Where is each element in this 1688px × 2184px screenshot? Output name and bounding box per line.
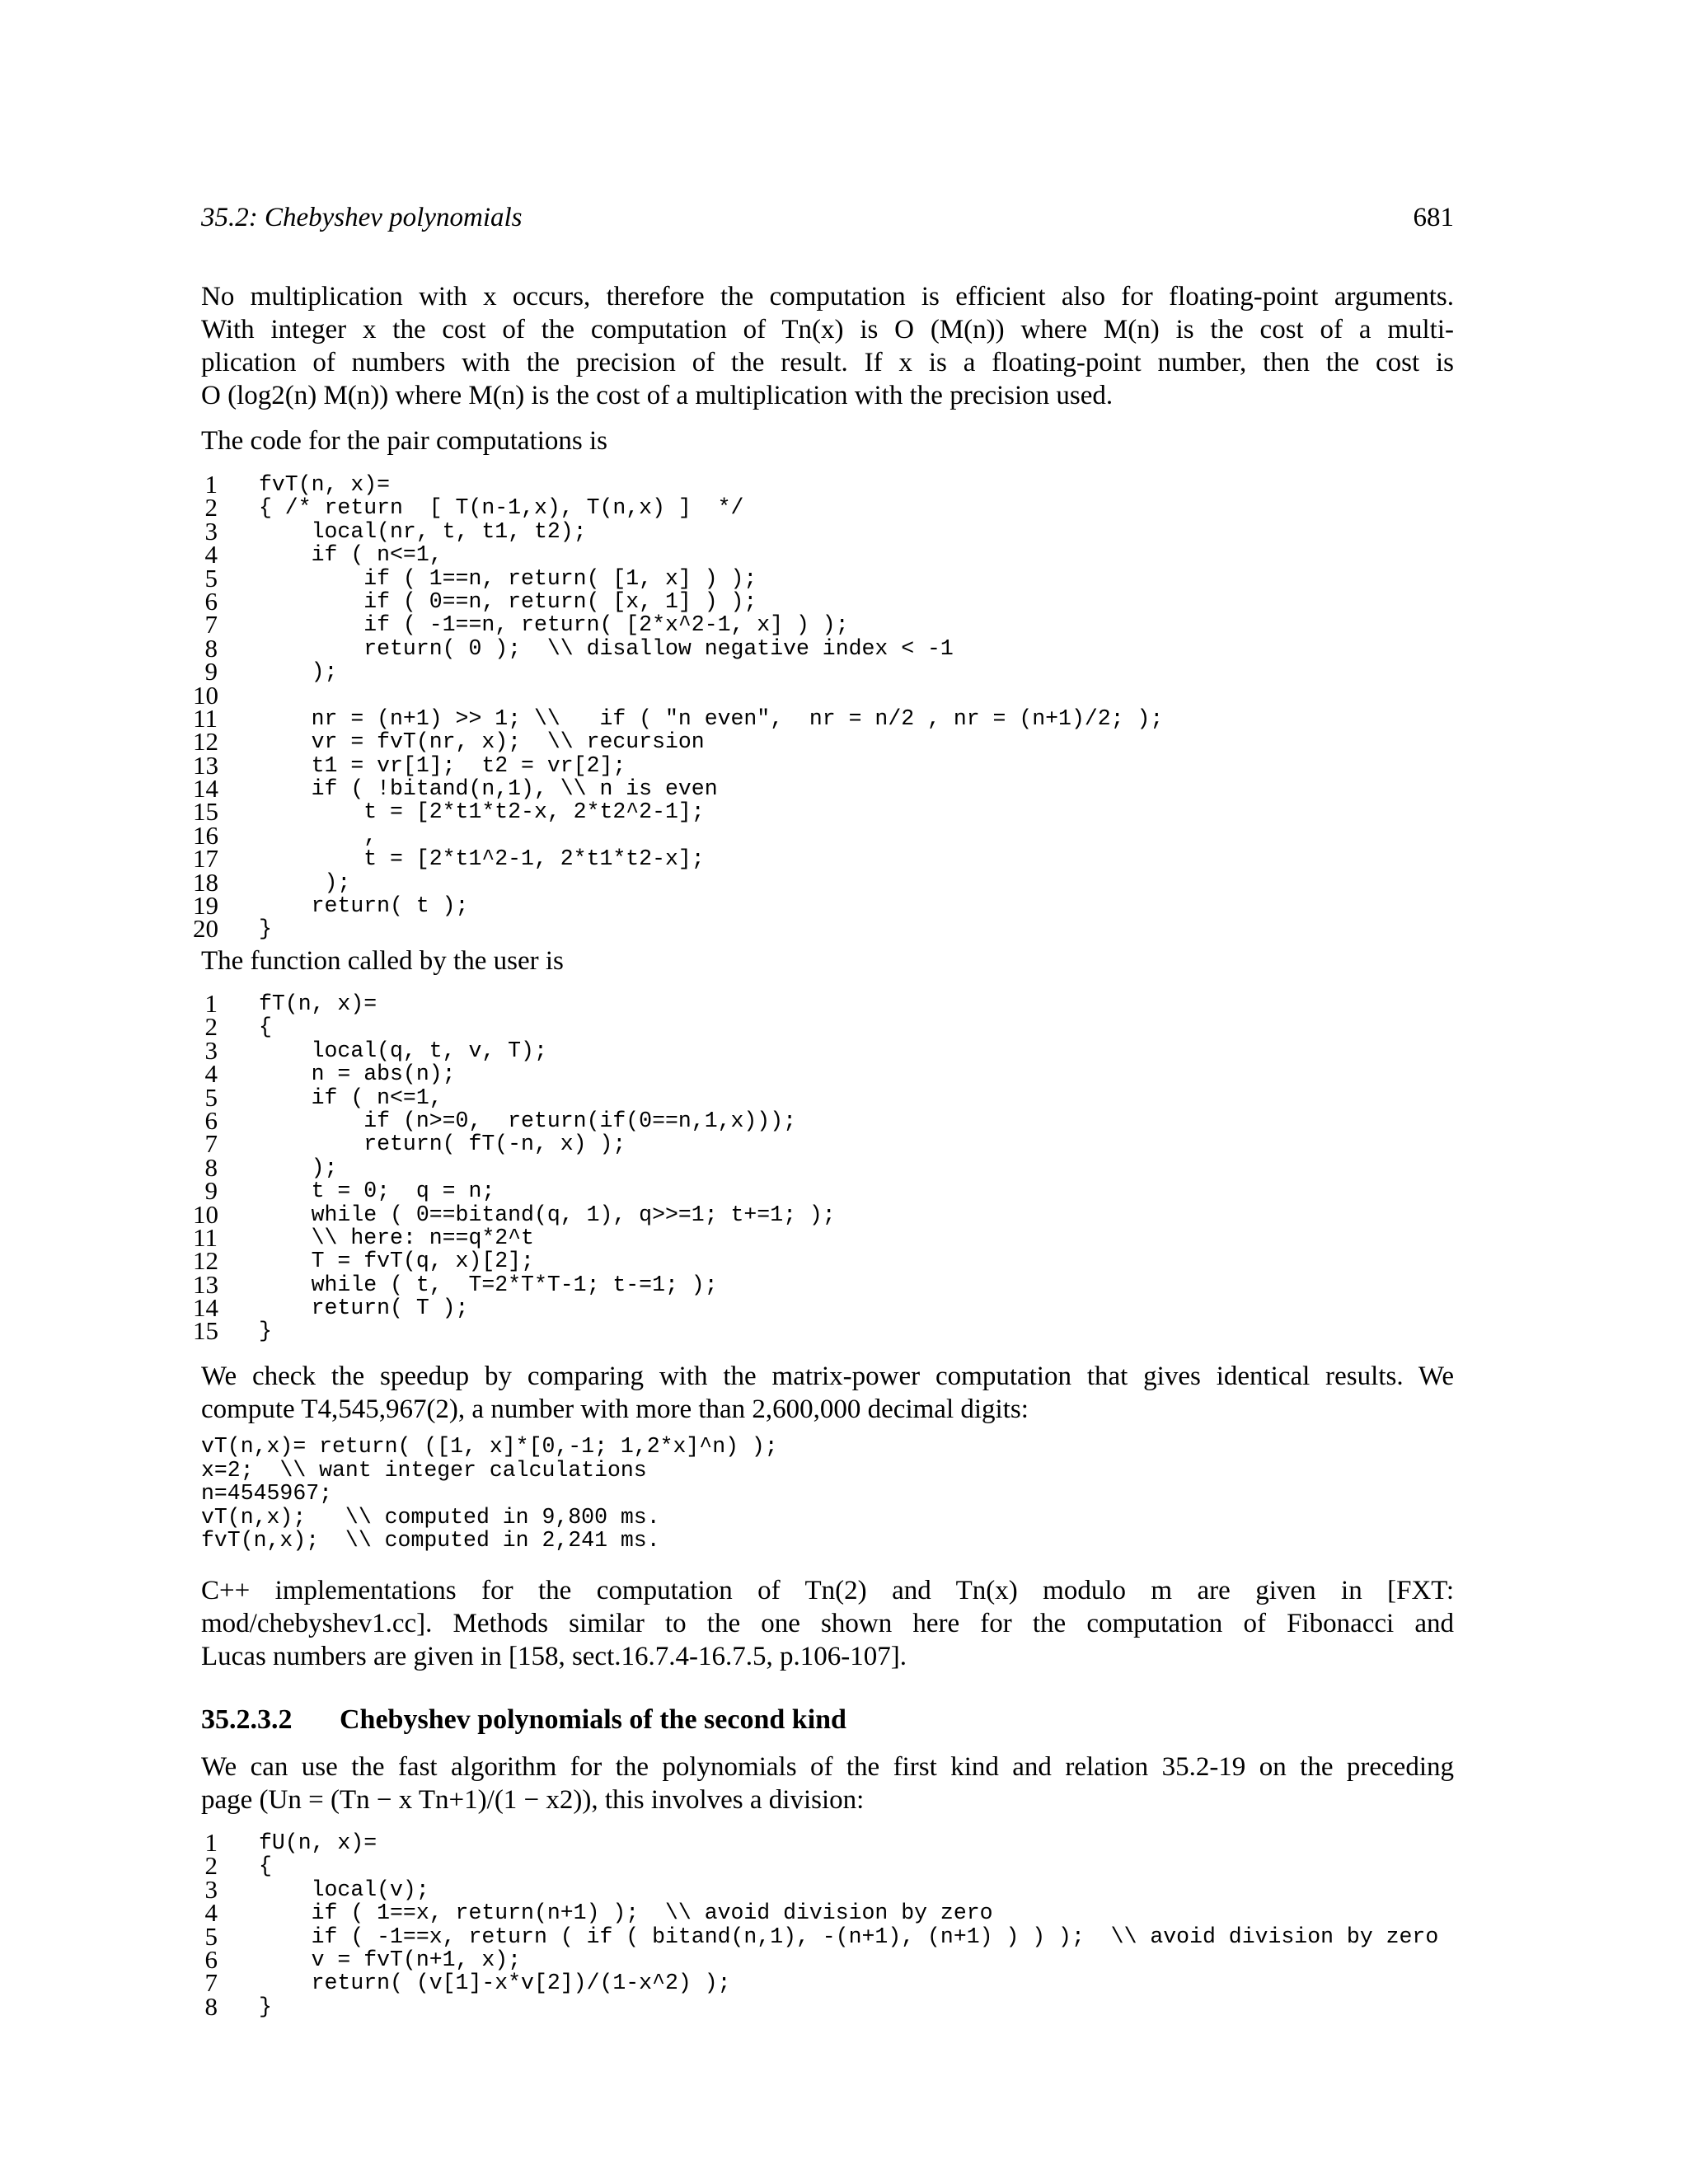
code-text: return( t ); [259,893,469,919]
line-number: 7 [204,1129,218,1159]
line-number: 7 [204,1968,218,1998]
code-text: if ( !bitand(n,1), \\ n is even [259,776,718,802]
user-function-intro [201,944,1454,977]
code-listing-fU [193,1828,1439,2021]
subsection-heading [201,1704,1454,1736]
code-text: ); [259,659,338,685]
code-text: t = [2*t1*t2-x, 2*t2^2-1]; [259,799,705,825]
line-number: 5 [204,1921,218,1951]
cpp-paragraph [201,1574,1454,1673]
code-line [193,1851,1438,1881]
section-title: 35.2: Chebyshev polynomials [201,203,523,232]
text-line: O (log2(n) M(n)) where M(n) is the cost of a multiplication with the precision used. [201,381,1114,410]
line-number: 14 [193,774,218,804]
line-number: 2 [204,493,218,523]
line-number: 19 [193,891,218,921]
line-number: 10 [193,680,218,710]
code-line [193,563,1163,593]
subsection-number: 35.2.3.2 [201,1704,293,1735]
line-number: 18 [193,867,218,897]
code-line [193,820,1163,850]
text-line: plication of numbers with the precision of the result. If x is a floating-point number, then the cost is [201,348,1454,377]
code-line [193,680,1163,710]
code-text: local(v); [259,1877,429,1902]
code-text: if ( 0==n, return( [x, 1] ) ); [259,588,757,614]
code-line [193,1012,836,1042]
code-listing-fT [193,989,836,1346]
code-line [193,470,1163,499]
code-text: v = fvT(n+1, x); [259,1947,522,1972]
second-kind-paragraph [201,1750,1454,1816]
line-number: 1 [204,1828,218,1857]
code-line [193,1828,1438,1857]
text-line: With integer x the cost of the computation of Tn(x) is O (M(n)) where M(n) is the cost of a multi- [201,315,1454,344]
code-text: ); [259,869,351,895]
code-line [193,1316,836,1346]
line-number: 6 [204,1944,218,1974]
code-benchmark [201,1435,778,1553]
code-line [193,1898,1438,1928]
code-line [193,1035,836,1065]
line-number: 11 [193,703,218,733]
running-header [201,203,1454,242]
intro-paragraph [201,280,1454,412]
line-number: 3 [204,516,218,546]
code-line [193,516,1163,546]
line-number: 2 [204,1851,218,1881]
code-text: { [259,1015,272,1040]
line-number: 14 [193,1293,218,1323]
code-text: return( 0 ); \\ disallow negative index < -1 [259,635,954,661]
line-number: 1 [204,989,218,1018]
code-text: T = fvT(q, x)[2]; [259,1249,534,1274]
line-number: 20 [193,914,218,944]
code-text: ); [259,1155,338,1180]
line-number: 15 [193,797,218,827]
line-number: 6 [204,586,218,616]
code-text: n=4545967; [201,1481,333,1507]
code-text: if ( -1==n, return( [2*x^2-1, x] ) ); [259,612,849,638]
code-text: } [259,916,272,942]
text-line: Lucas numbers are given in [158, sect.16.7.4-16.7.5, p.106-107]. [201,1642,907,1671]
code-text: return( (v[1]-x*v[2])/(1-x^2) ); [259,1971,731,1996]
code-text: if ( n<=1, [259,542,443,568]
code-text: if ( 1==x, return(n+1) ); \\ avoid division by zero [259,1900,993,1926]
line-number: 15 [193,1316,218,1346]
line-number: 1 [204,470,218,499]
code-text: return( fT(-n, x) ); [259,1132,626,1157]
code-text: vT(n,x); \\ computed in 9,800 ms. [201,1504,660,1530]
line-number: 8 [204,633,218,663]
code-line [193,493,1163,523]
code-line [193,914,1163,944]
code-line [193,844,1163,874]
code-line [193,891,1163,921]
code-text: vr = fvT(nr, x); \\ recursion [259,729,705,755]
code-text: vT(n,x)= return( ([1, x]*[0,-1; 1,2*x]^n) ); [201,1434,778,1459]
code-text: if ( 1==n, return( [1, x] ) ); [259,565,757,591]
speedup-paragraph [201,1360,1454,1426]
line-number: 16 [193,820,218,850]
code-line [193,797,1163,827]
code-text: local(nr, t, t1, t2); [259,518,587,544]
line-number: 4 [204,540,218,569]
code-text: x=2; \\ want integer calculations [201,1457,647,1483]
code-line [193,633,1163,663]
line-number: 8 [204,1991,218,2021]
code-text [218,684,259,707]
code-line [193,1991,1438,2021]
text-line: The code for the pair computations is [201,426,608,456]
code-line [193,1082,836,1112]
code-text: } [259,1319,272,1344]
line-number: 13 [193,750,218,780]
code-line [193,1921,1439,1951]
code-text: , [259,823,377,848]
line-number: 12 [193,727,218,757]
line-number: 17 [193,844,218,874]
text-line: mod/chebyshev1.cc]. Methods similar to the one shown here for the computation of Fibonacci and [201,1609,1454,1638]
text-line: page (Un = (Tn − x Tn+1)/(1 − x2)), this involves a division: [201,1785,865,1815]
text-line: No multiplication with x occurs, therefore the computation is efficient also for floating-point arguments. [201,282,1454,312]
line-number: 12 [193,1246,218,1276]
line-number: 7 [204,610,218,640]
code-text: while ( t, T=2*T*T-1; t-=1; ); [259,1272,718,1297]
line-number: 3 [204,1035,218,1065]
code-line [193,1246,836,1276]
line-number: 8 [204,1152,218,1182]
document-page [193,0,1454,2184]
code-line [193,1944,1438,1974]
code-line [193,1874,1438,1904]
code-line [193,657,1163,687]
code-text: fT(n, x)= [259,991,377,1016]
code-text: fvT(n,x); \\ computed in 2,241 ms. [201,1528,660,1554]
code-line [193,1199,836,1229]
code-line [193,1059,836,1089]
code-text: { [259,1854,272,1879]
code-line [193,1176,836,1206]
code-text: if ( -1==x, return ( if ( bitand(n,1), -(n+1), (n+1) ) ) ); \\ avoid division by zero [259,1924,1439,1949]
page-number: 681 [1413,203,1454,232]
code-line [193,1293,836,1323]
text-line: compute T4,545,967(2), a number with more than 2,600,000 decimal digits: [201,1394,1029,1424]
code-line [193,774,1163,804]
text-line: We can use the fast algorithm for the polynomials of the first kind and relation 35.2-19 on the preceding [201,1752,1454,1782]
code-text: while ( 0==bitand(q, 1), q>>=1; t+=1; ); [259,1202,836,1227]
code-line [193,586,1163,616]
code-line [193,1152,836,1182]
line-number: 9 [204,657,218,687]
code-line [193,750,1163,780]
code-line [193,1968,1438,1998]
code-line [193,727,1163,757]
line-number: 5 [204,1082,218,1112]
code-text: n = abs(n); [259,1062,456,1087]
code-text: { /* return [ T(n-1,x), T(n,x) ] */ [259,495,744,521]
line-number: 4 [204,1898,218,1928]
code-line [193,989,836,1018]
code-text: t = 0; q = n; [259,1179,495,1204]
code-line [193,610,1163,640]
code-text: local(q, t, v, T); [259,1038,547,1063]
code-text: t = [2*t1^2-1, 2*t1*t2-x]; [259,846,705,872]
text-line: We check the speedup by comparing with the matrix-power computation that gives identical results. We [201,1361,1454,1391]
code-line [193,867,1163,897]
code-text: return( T ); [259,1296,469,1321]
line-number: 13 [193,1269,218,1299]
line-number: 6 [204,1105,218,1135]
code-text: if ( n<=1, [259,1085,443,1110]
line-number: 2 [204,1012,218,1042]
subsection-title: Chebyshev polynomials of the second kind [340,1704,846,1735]
code-line [193,1129,836,1159]
code-text: t1 = vr[1]; t2 = vr[2]; [259,752,626,778]
code-text: } [259,1994,272,2019]
line-number: 10 [193,1199,218,1229]
line-number: 11 [193,1222,218,1252]
code-line [193,540,1163,569]
code-text: \\ here: n==q*2^t [259,1225,534,1250]
code-listing-fvT [193,470,1164,944]
line-number: 4 [204,1059,218,1089]
code-text: nr = (n+1) >> 1; \\ if ( "n even", nr = n/2 , nr = (n+1)/2; ); [259,705,1164,731]
line-number: 3 [204,1874,218,1904]
code-line [193,1105,836,1135]
code-text: fvT(n, x)= [259,472,391,497]
line-number: 9 [204,1176,218,1206]
pair-intro [201,424,1454,457]
text-line: The function called by the user is [201,946,564,976]
code-line [193,1269,836,1299]
line-number: 5 [204,563,218,593]
code-text: fU(n, x)= [259,1830,377,1855]
code-text: if (n>=0, return(if(0==n,1,x))); [259,1108,797,1133]
text-line: C++ implementations for the computation of Tn(2) and Tn(x) modulo m are given in [FXT: [201,1576,1454,1605]
code-line [193,703,1164,733]
code-line [193,1222,836,1252]
